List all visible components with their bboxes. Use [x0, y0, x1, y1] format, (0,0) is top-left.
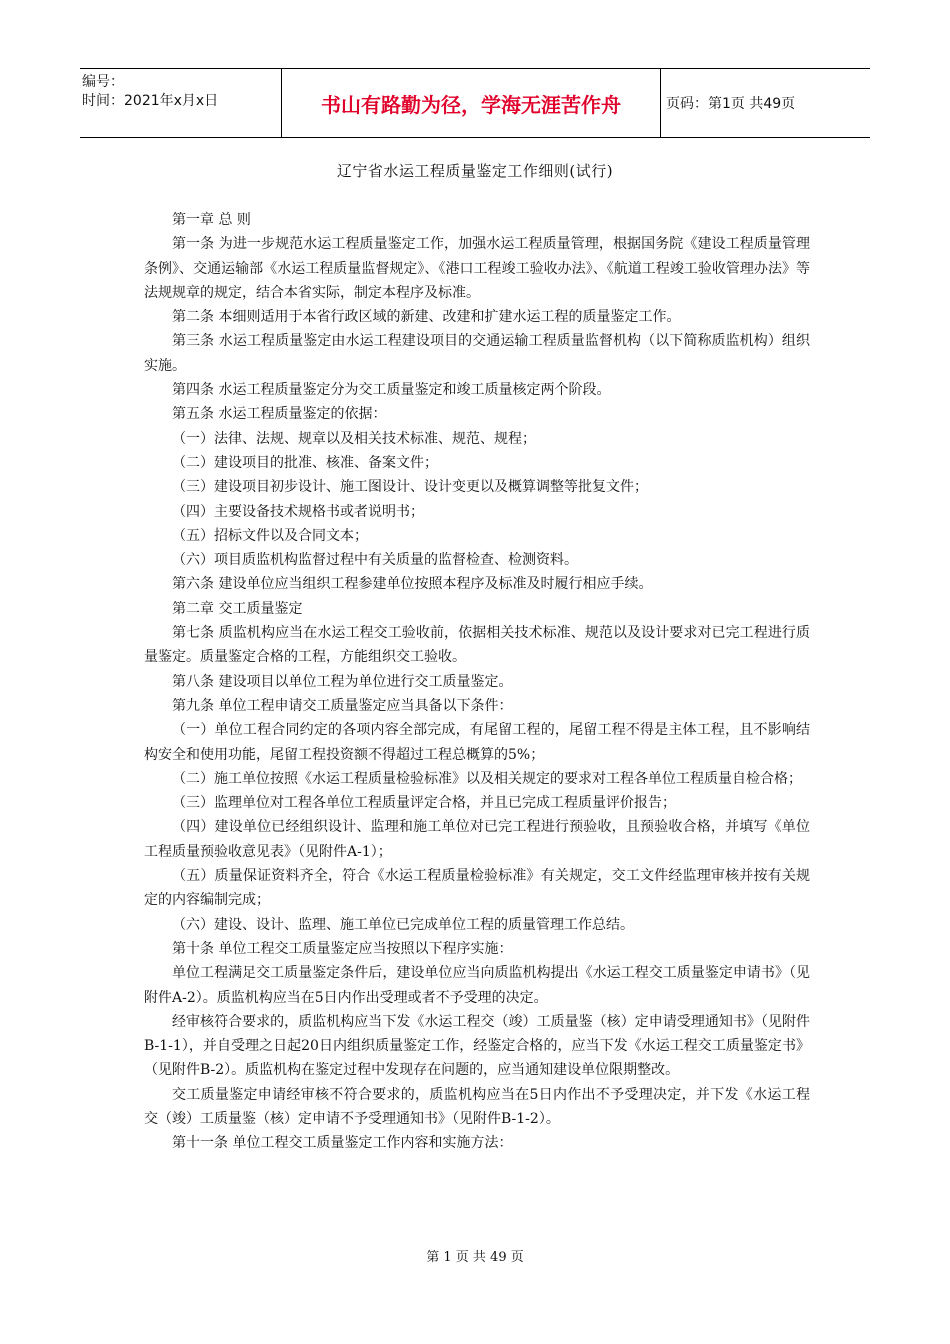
paragraph: 第七条 质监机构应当在水运工程交工验收前，依据相关技术标准、规范以及设计要求对已完工程进行质量鉴定。质量鉴定合格的工程，方能组织交工验收。: [144, 625, 810, 666]
paragraph: 单位工程满足交工质量鉴定条件后，建设单位应当向质监机构提出《水运工程交工质量鉴定申请书》（见附件A-2）。质监机构应当在5日内作出受理或者不予受理的决定。: [144, 965, 810, 1006]
header-table: [80, 68, 870, 138]
paragraph: 第二条 本细则适用于本省行政区域的新建、改建和扩建水运工程的质量鉴定工作。: [172, 309, 681, 326]
paragraph: 第一条 为进一步规范水运工程质量鉴定工作，加强水运工程质量管理，根据国务院《建设工程质量管理条例》、交通运输部《水运工程质量监督规定》、《港口工程竣工验收办法》、《航道工程竣工验收管理办法》等法规规章的规定，结合本省实际，制定本程序及标准。: [144, 236, 810, 301]
paragraph: 第八条 建设项目以单位工程为单位进行交工质量鉴定。: [172, 673, 513, 690]
document-body: [144, 208, 810, 1156]
paragraph: （四）建设单位已经组织设计、监理和施工单位对已完工程进行预验收，且预验收合格，并填写《单位工程质量预验收意见表》（见附件A-1）；: [144, 819, 810, 860]
header-motto: 书山有路勤为径，学海无涯苦作舟: [281, 69, 661, 137]
paragraph: 第二章 交工质量鉴定: [172, 600, 303, 617]
paragraph: 第十条 单位工程交工质量鉴定应当按照以下程序实施：: [172, 940, 513, 957]
paragraph: （一）单位工程合同约定的各项内容全部完成，有尾留工程的，尾留工程不得是主体工程，且不影响结构安全和使用功能，尾留工程投资额不得超过工程总概算的5%；: [144, 722, 810, 763]
paragraph: 第九条 单位工程申请交工质量鉴定应当具备以下条件：: [172, 697, 513, 714]
paragraph: （五）质量保证资料齐全，符合《水运工程质量检验标准》有关规定，交工文件经监理审核并按有关规定的内容编制完成；: [144, 868, 810, 909]
paragraph: （五）招标文件以及合同文本；: [172, 527, 368, 544]
paragraph: 第一章 总 则: [172, 212, 251, 228]
paragraph: （一）法律、法规、规章以及相关技术标准、规范、规程；: [172, 430, 536, 447]
document-title: 辽宁省水运工程质量鉴定工作细则(试行): [336, 162, 614, 180]
paragraph: 交工质量鉴定申请经审核不符合要求的，质监机构应当在5日内作出不予受理决定，并下发《水运工程交（竣）工质量鉴（核）定申请不予受理通知书》（见附件B-1-2）。: [144, 1086, 810, 1127]
paragraph: 经审核符合要求的，质监机构应当下发《水运工程交（竣）工质量鉴（核）定申请受理通知书》（见附件B-1-1），并自受理之日起20日内组织质量鉴定工作，经鉴定合格的，应当下发《水运工程交工质量鉴定书》（见附件B-2）。质监机构在鉴定过程中发现存在问题的，应当通知建设单位限期整改。: [144, 1013, 810, 1079]
header-page-cell: [660, 69, 870, 137]
header-page-label: 页码：第1页 共49页: [666, 96, 796, 112]
header-info-cell: [80, 69, 281, 137]
paragraph: （三）监理单位对工程各单位工程质量评定合格，并且已完成工程质量评价报告；: [172, 795, 676, 812]
paragraph: 第五条 水运工程质量鉴定的依据：: [172, 406, 387, 423]
paragraph: （四）主要设备技术规格书或者说明书；: [172, 503, 424, 520]
paragraph: （二）施工单位按照《水运工程质量检验标准》以及相关规定的要求对工程各单位工程质量自检合格；: [172, 770, 802, 787]
paragraph: （二）建设项目的批准、核准、备案文件；: [172, 454, 438, 471]
paragraph: 第四条 水运工程质量鉴定分为交工质量鉴定和竣工质量核定两个阶段。: [172, 382, 611, 399]
document-time-label: 时间：2021年x月x日: [82, 93, 219, 109]
paragraph: 第三条 水运工程质量鉴定由水运工程建设项目的交通运输工程质量监督机构（以下简称质监机构）组织实施。: [144, 333, 810, 374]
paragraph: 第十一条 单位工程交工质量鉴定工作内容和实施方法：: [172, 1135, 513, 1152]
page-footer: 第 1 页 共 49 页: [426, 1250, 524, 1265]
paragraph: （六）建设、设计、监理、施工单位已完成单位工程的质量管理工作总结。: [172, 916, 634, 933]
paragraph: （六）项目质监机构监督过程中有关质量的监督检查、检测资料。: [172, 552, 578, 569]
document-number-label: 编号：: [82, 74, 124, 90]
paragraph: （三）建设项目初步设计、施工图设计、设计变更以及概算调整等批复文件；: [172, 479, 648, 496]
paragraph: 第六条 建设单位应当组织工程参建单位按照本程序及标准及时履行相应手续。: [172, 576, 653, 593]
